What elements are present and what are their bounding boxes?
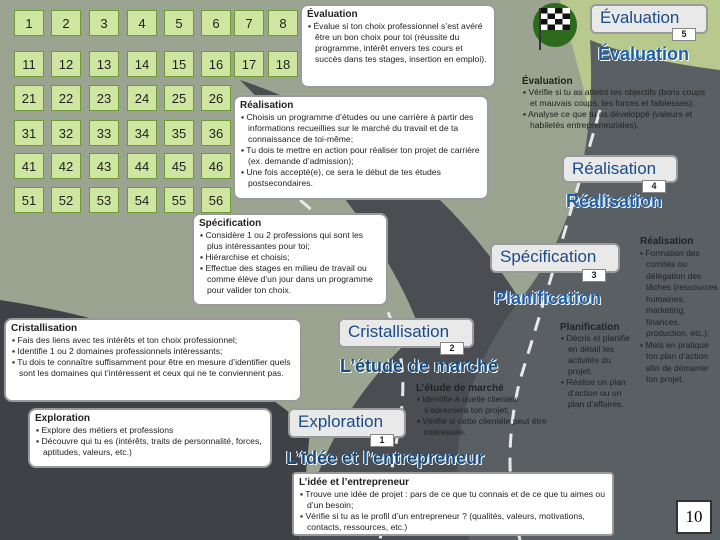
box-title: Évaluation	[522, 76, 573, 87]
grid-cell: 26	[201, 85, 231, 111]
idee-right-box	[292, 472, 614, 536]
specification-left-box	[192, 213, 388, 306]
stage-number: 4	[642, 180, 666, 193]
grid-cell: 2	[51, 10, 81, 36]
planification-right-text	[560, 322, 634, 410]
grid-cell: 15	[164, 51, 194, 77]
grid-cell: 6	[201, 10, 231, 36]
grid-cell: 17	[234, 51, 264, 77]
box-item: ▪ Vérifie si tu as le profil d’un entrepreneur ? (qualités, valeurs, motivations, contacts, ressources, etc.)	[299, 511, 607, 533]
box-title: Cristallisation	[11, 323, 78, 334]
grid-cell: 22	[51, 85, 81, 111]
box-item: ▪ Hiérarchise et choisis;	[199, 252, 381, 263]
stage-label: Cristallisation	[348, 322, 450, 341]
grid-cell: 1	[14, 10, 44, 36]
grid-cell: 43	[89, 153, 119, 179]
exploration-left-box	[28, 408, 272, 468]
grid-cell: 7	[234, 10, 264, 36]
grid-cell: 42	[51, 153, 81, 179]
box-item: ▪ Vérifie si tu as atteint tes objectifs (bons coups et mauvais coups, tes forces et faiblesses);	[522, 87, 714, 109]
realisation-left-box	[233, 95, 489, 200]
grid-cell: 46	[201, 153, 231, 179]
grid-cell: 12	[51, 51, 81, 77]
box-item: ▪ Évalue si ton choix professionnel s’est avéré être un bon choix pour toi (réussite du programme, intérêt envers tes cours et succès dans tes stages, insertion en emploi).	[307, 21, 489, 65]
box-title: L’idée et l’entrepreneur	[299, 477, 410, 488]
grid-cell: 5	[164, 10, 194, 36]
box-item: ▪ Fais des liens avec tes intérêts et ton choix professionnel;	[11, 335, 295, 346]
etude-right-text	[416, 383, 548, 438]
grid-cell: 56	[201, 187, 231, 213]
grid-cell: 51	[14, 187, 44, 213]
grid-cell: 35	[164, 120, 194, 146]
box-title: L’étude de marché	[416, 383, 504, 394]
stage-label: Réalisation	[572, 159, 657, 178]
stage-number: 5	[672, 28, 696, 41]
cristallisation-left-box	[4, 318, 302, 402]
grid-cell: 3	[89, 10, 119, 36]
stage-number: 2	[440, 342, 464, 355]
phase-planification: Planification	[494, 288, 602, 308]
stage-number: 1	[370, 434, 394, 447]
grid-cell: 4	[127, 10, 157, 36]
grid-cell: 55	[164, 187, 194, 213]
box-item: ▪ Considère 1 ou 2 professions qui sont les plus intéressantes pour toi;	[199, 230, 381, 252]
box-item: ▪ Tu dois te connaître suffisamment pour être en mesure d’identifier quels sont les domaines qui t’intéressent et ceux qui ne te conviennent pas.	[11, 357, 295, 379]
box-item: ▪ Une fois accepté(e), ce sera le début de tes études postsecondaires.	[240, 167, 482, 189]
grid-cell: 23	[89, 85, 119, 111]
stage-number: 3	[582, 269, 606, 282]
box-item: ▪ Vérifie si cette clientèle peut être intéressée.	[416, 416, 548, 438]
grid-cell: 21	[14, 85, 44, 111]
box-item: ▪ Identifie à quelle clientèle s’adressera ton projet;	[416, 394, 548, 416]
grid-cell: 14	[127, 51, 157, 77]
grid-cell: 8	[268, 10, 298, 36]
box-item: ▪ Tu dois te mettre en action pour réaliser ton projet de carrière (ex. demande d’admission);	[240, 145, 482, 167]
grid-cell: 36	[201, 120, 231, 146]
grid-cell: 24	[127, 85, 157, 111]
grid-cell: 11	[14, 51, 44, 77]
phase-etude-de-marche: L’étude de marché	[340, 356, 499, 376]
box-item: ▪ Découvre qui tu es (intérêts, traits de personnalité, forces, aptitudes, valeurs, etc.)	[35, 436, 265, 458]
grid-cell: 18	[268, 51, 298, 77]
phase-evaluation: Évaluation	[598, 44, 690, 64]
box-title: Spécification	[199, 218, 262, 229]
box-title: Planification	[560, 322, 620, 333]
grid-cell: 25	[164, 85, 194, 111]
grid-cell: 45	[164, 153, 194, 179]
box-item: ▪ Mets en pratique ton plan d’action afin de démarrer ton projet.	[640, 340, 718, 386]
page-number: 10	[676, 500, 712, 534]
phase-realisation: Réalisation	[566, 191, 663, 211]
box-title: Évaluation	[307, 9, 358, 20]
grid-cell: 13	[89, 51, 119, 77]
stage-realisation	[562, 155, 678, 183]
box-title: Réalisation	[640, 236, 694, 247]
box-title: Réalisation	[240, 100, 294, 111]
grid-cell: 31	[14, 120, 44, 146]
grid-cell: 32	[51, 120, 81, 146]
box-item: ▪ Réalise un plan d’action ou un plan d’affaires.	[560, 377, 634, 410]
grid-cell: 41	[14, 153, 44, 179]
box-item: ▪ Identifie 1 ou 2 domaines professionnels intéressants;	[11, 346, 295, 357]
grid-cell: 53	[89, 187, 119, 213]
grid-cell: 54	[127, 187, 157, 213]
realisation-right-text	[640, 236, 718, 386]
box-item: ▪ Décris et planifie en détail les activités du projet;	[560, 333, 634, 377]
grid-cell: 34	[127, 120, 157, 146]
box-item: ▪ Explore des métiers et professions	[35, 425, 265, 436]
grid-cell: 52	[51, 187, 81, 213]
evaluation-right-text	[522, 76, 714, 131]
box-item: ▪ Trouve une idée de projet : pars de ce que tu connais et de ce que tu aimes ou d’un besoin;	[299, 489, 607, 511]
stage-label: Spécification	[500, 247, 597, 266]
box-item: ▪ Effectue des stages en milieu de travail ou comme élève d’un jour dans un programme pour valider ton choix.	[199, 263, 381, 296]
grid-cell: 44	[127, 153, 157, 179]
phase-idee-entrepreneur: L’idée et l’entrepreneur	[286, 448, 485, 468]
grid-cell: 16	[201, 51, 231, 77]
box-item: ▪ Formation des comités ou délégation des tâches (ressources humaines, marketing, finances, production, etc.);	[640, 248, 718, 340]
stage-label: Exploration	[298, 412, 384, 431]
box-item: ▪ Choisis un programme d’études ou une carrière à partir des informations recueillies sur le marché du travail et de ta connaissance de toi-même;	[240, 112, 482, 145]
box-title: Exploration	[35, 413, 91, 424]
box-item: ▪ Analyse ce que tu as développé (valeurs et habiletés entrepreneuriales).	[522, 109, 714, 131]
evaluation-left-box	[300, 4, 496, 88]
stage-label: Évaluation	[600, 8, 680, 27]
grid-cell: 33	[89, 120, 119, 146]
